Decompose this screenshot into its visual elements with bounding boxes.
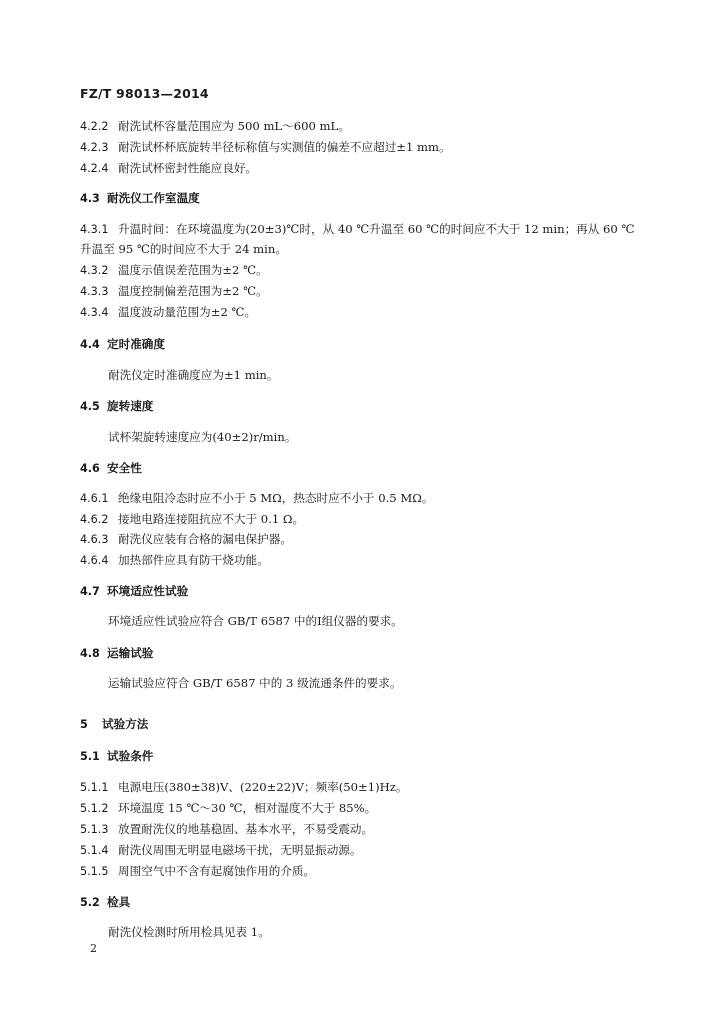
clause-5-1-3: 5.1.3 放置耐洗仪的地基稳固、基本水平，不易受震动。 [80, 822, 374, 836]
section-5-heading: 5 试验方法 [80, 717, 149, 731]
section-4-3-heading: 4.3 耐洗仪工作室温度 [80, 191, 200, 205]
section-4-4-body: 耐洗仪定时准确度应为±1 min。 [108, 368, 279, 382]
section-4-4-heading: 4.4 定时准确度 [80, 337, 165, 351]
section-4-7-body: 环境适应性试验应符合 GB/T 6587 中的Ⅰ组仪器的要求。 [108, 614, 403, 628]
clause-4-3-1: 4.3.1 升温时间：在环境温度为(20±3)℃时，从 40 ℃升温至 60 ℃的时间应不大于 12 min；再从 60 ℃ [80, 222, 635, 236]
clause-4-3-2: 4.3.2 温度示值误差范围为±2 ℃。 [80, 263, 268, 277]
clause-4-6-2: 4.6.2 接地电路连接阻抗应不大于 0.1 Ω。 [80, 512, 305, 526]
clause-5-1-5: 5.1.5 周围空气中不含有起腐蚀作用的介质。 [80, 864, 316, 878]
clause-5-1-1: 5.1.1 电源电压(380±38)V、(220±22)V；频率(50±1)Hz。 [80, 780, 408, 794]
clause-4-3-3: 4.3.3 温度控制偏差范围为±2 ℃。 [80, 284, 268, 298]
clause-4-2-2: 4.2.2 耐洗试杯容量范围应为 500 mL～600 mL。 [80, 119, 350, 133]
clause-4-6-4: 4.6.4 加热部件应具有防干烧功能。 [80, 553, 269, 567]
section-4-8-heading: 4.8 运输试验 [80, 646, 154, 660]
section-5-2-heading: 5.2 检具 [80, 895, 131, 909]
section-4-5-body: 试杯架旋转速度应为(40±2)r/min。 [108, 430, 297, 444]
section-4-7-heading: 4.7 环境适应性试验 [80, 584, 189, 598]
clause-4-3-4: 4.3.4 温度波动量范围为±2 ℃。 [80, 305, 257, 319]
section-4-5-heading: 4.5 旋转速度 [80, 399, 154, 413]
section-5-1-heading: 5.1 试验条件 [80, 749, 154, 763]
clause-5-1-4: 5.1.4 耐洗仪周围无明显电磁场干扰，无明显振动源。 [80, 843, 362, 857]
clause-4-3-1-continued: 升温至 95 ℃的时间应不大于 24 min。 [80, 242, 287, 256]
section-5-2-body: 耐洗仪检测时所用检具见表 1。 [108, 925, 270, 939]
clause-4-2-3: 4.2.3 耐洗试杯杯底旋转半径标称值与实测值的偏差不应超过±1 mm。 [80, 140, 451, 154]
clause-4-6-3: 4.6.3 耐洗仪应装有合格的漏电保护器。 [80, 532, 292, 546]
clause-5-1-2: 5.1.2 环境温度 15 ℃～30 ℃，相对湿度不大于 85%。 [80, 801, 377, 815]
clause-4-6-1: 4.6.1 绝缘电阻冷态时应不小于 5 MΩ，热态时应不小于 0.5 MΩ。 [80, 491, 434, 505]
section-4-6-heading: 4.6 安全性 [80, 461, 142, 475]
section-4-8-body: 运输试验应符合 GB/T 6587 中的 3 级流通条件的要求。 [108, 676, 402, 690]
page-number: 2 [90, 942, 97, 955]
standard-header: FZ/T 98013—2014 [80, 86, 209, 101]
clause-4-2-4: 4.2.4 耐洗试杯密封性能应良好。 [80, 161, 258, 175]
